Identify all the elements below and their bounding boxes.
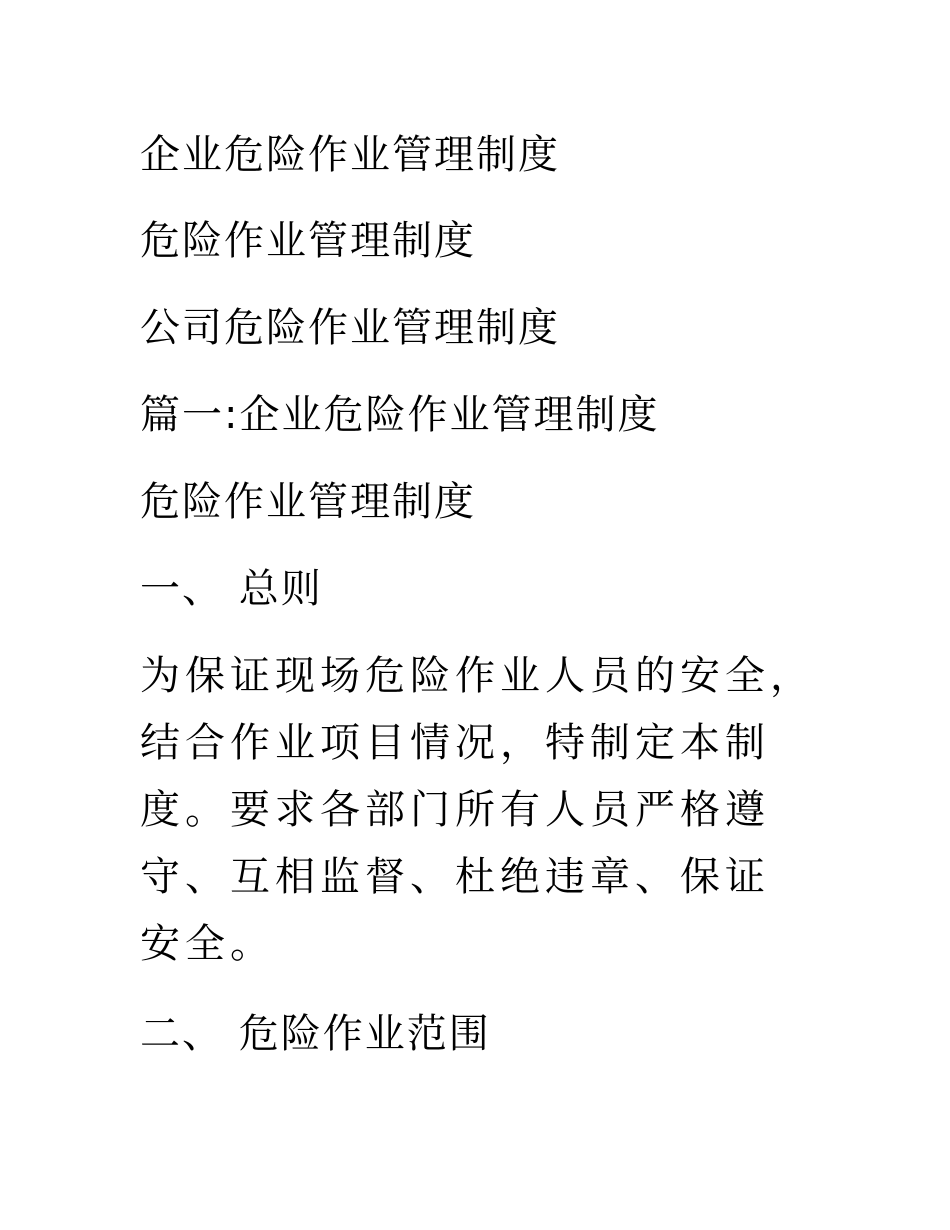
section-general-body bbox=[140, 643, 820, 978]
body-line: 安全。 bbox=[140, 921, 275, 967]
doc-title: 企业危险作业管理制度 bbox=[140, 132, 560, 178]
chapter-heading: 篇一:企业危险作业管理制度 bbox=[140, 392, 660, 438]
doc-heading: 危险作业管理制度 bbox=[140, 218, 476, 264]
body-line: 结合作业项目情况，特制定本制 bbox=[140, 720, 770, 766]
section-heading-scope: 二、 危险作业范围 bbox=[140, 1011, 491, 1057]
body-line: 度。要求各部门所有人员严格遵 bbox=[140, 787, 770, 833]
doc-heading: 公司危险作业管理制度 bbox=[140, 305, 560, 351]
body-line: 为保证现场危险作业人员的安全， bbox=[140, 653, 815, 699]
section-heading-general: 一、 总则 bbox=[140, 566, 323, 612]
body-line: 守、互相监督、杜绝违章、保证 bbox=[140, 854, 770, 900]
doc-subtitle: 危险作业管理制度 bbox=[140, 479, 476, 525]
